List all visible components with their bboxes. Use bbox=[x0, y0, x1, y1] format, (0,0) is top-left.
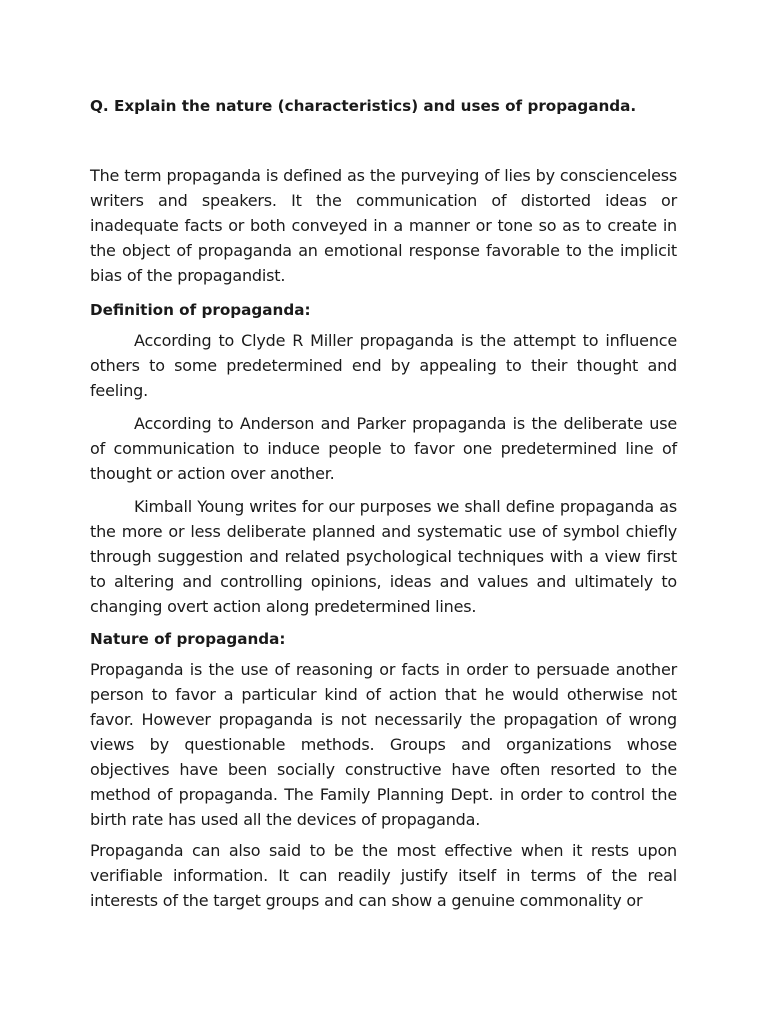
question-title: Q. Explain the nature (characteristics) and uses of propaganda. bbox=[90, 97, 637, 115]
definition-heading: Definition of propaganda: bbox=[90, 301, 311, 319]
nature-heading: Nature of propaganda: bbox=[90, 630, 286, 648]
definition-paragraph-kimball-young: Kimball Young writes for our purposes we shall define propaganda as the more or less deliberate planned and systematic use of symbol chiefly through suggestion and related psychological techniques with a view first to altering and controlling opinions, ideas and values and ultimately to changing overt action along predetermined lines. bbox=[90, 497, 677, 616]
definition-paragraph-anderson-parker: According to Anderson and Parker propaganda is the deliberate use of communication to induce people to favor one predetermined line of thought or action over another. bbox=[90, 414, 677, 483]
definition-paragraph-miller: According to Clyde R Miller propaganda is the attempt to influence others to some predetermined end by appealing to their thought and feeling. bbox=[90, 331, 677, 400]
intro-paragraph: The term propaganda is defined as the purveying of lies by conscienceless writers and speakers. It the communication of distorted ideas or inadequate facts or both conveyed in a manner or tone so as to create in the object of propaganda an emotional response favorable to the implicit bias of the propagandist. bbox=[90, 166, 677, 285]
document-page bbox=[90, 94, 677, 923]
nature-paragraph-1: Propaganda is the use of reasoning or facts in order to persuade another person to favor a particular kind of action that he would otherwise not favor. However propaganda is not necessarily the propagation of wrong views by questionable methods. Groups and organizations whose objectives have been socially constructive have often resorted to the method of propaganda. The Family Planning Dept. in order to control the birth rate has used all the devices of propaganda. bbox=[90, 660, 677, 829]
nature-paragraph-2: Propaganda can also said to be the most effective when it rests upon verifiable information. It can readily justify itself in terms of the real interests of the target groups and can show a genuine commonality or bbox=[90, 841, 677, 910]
